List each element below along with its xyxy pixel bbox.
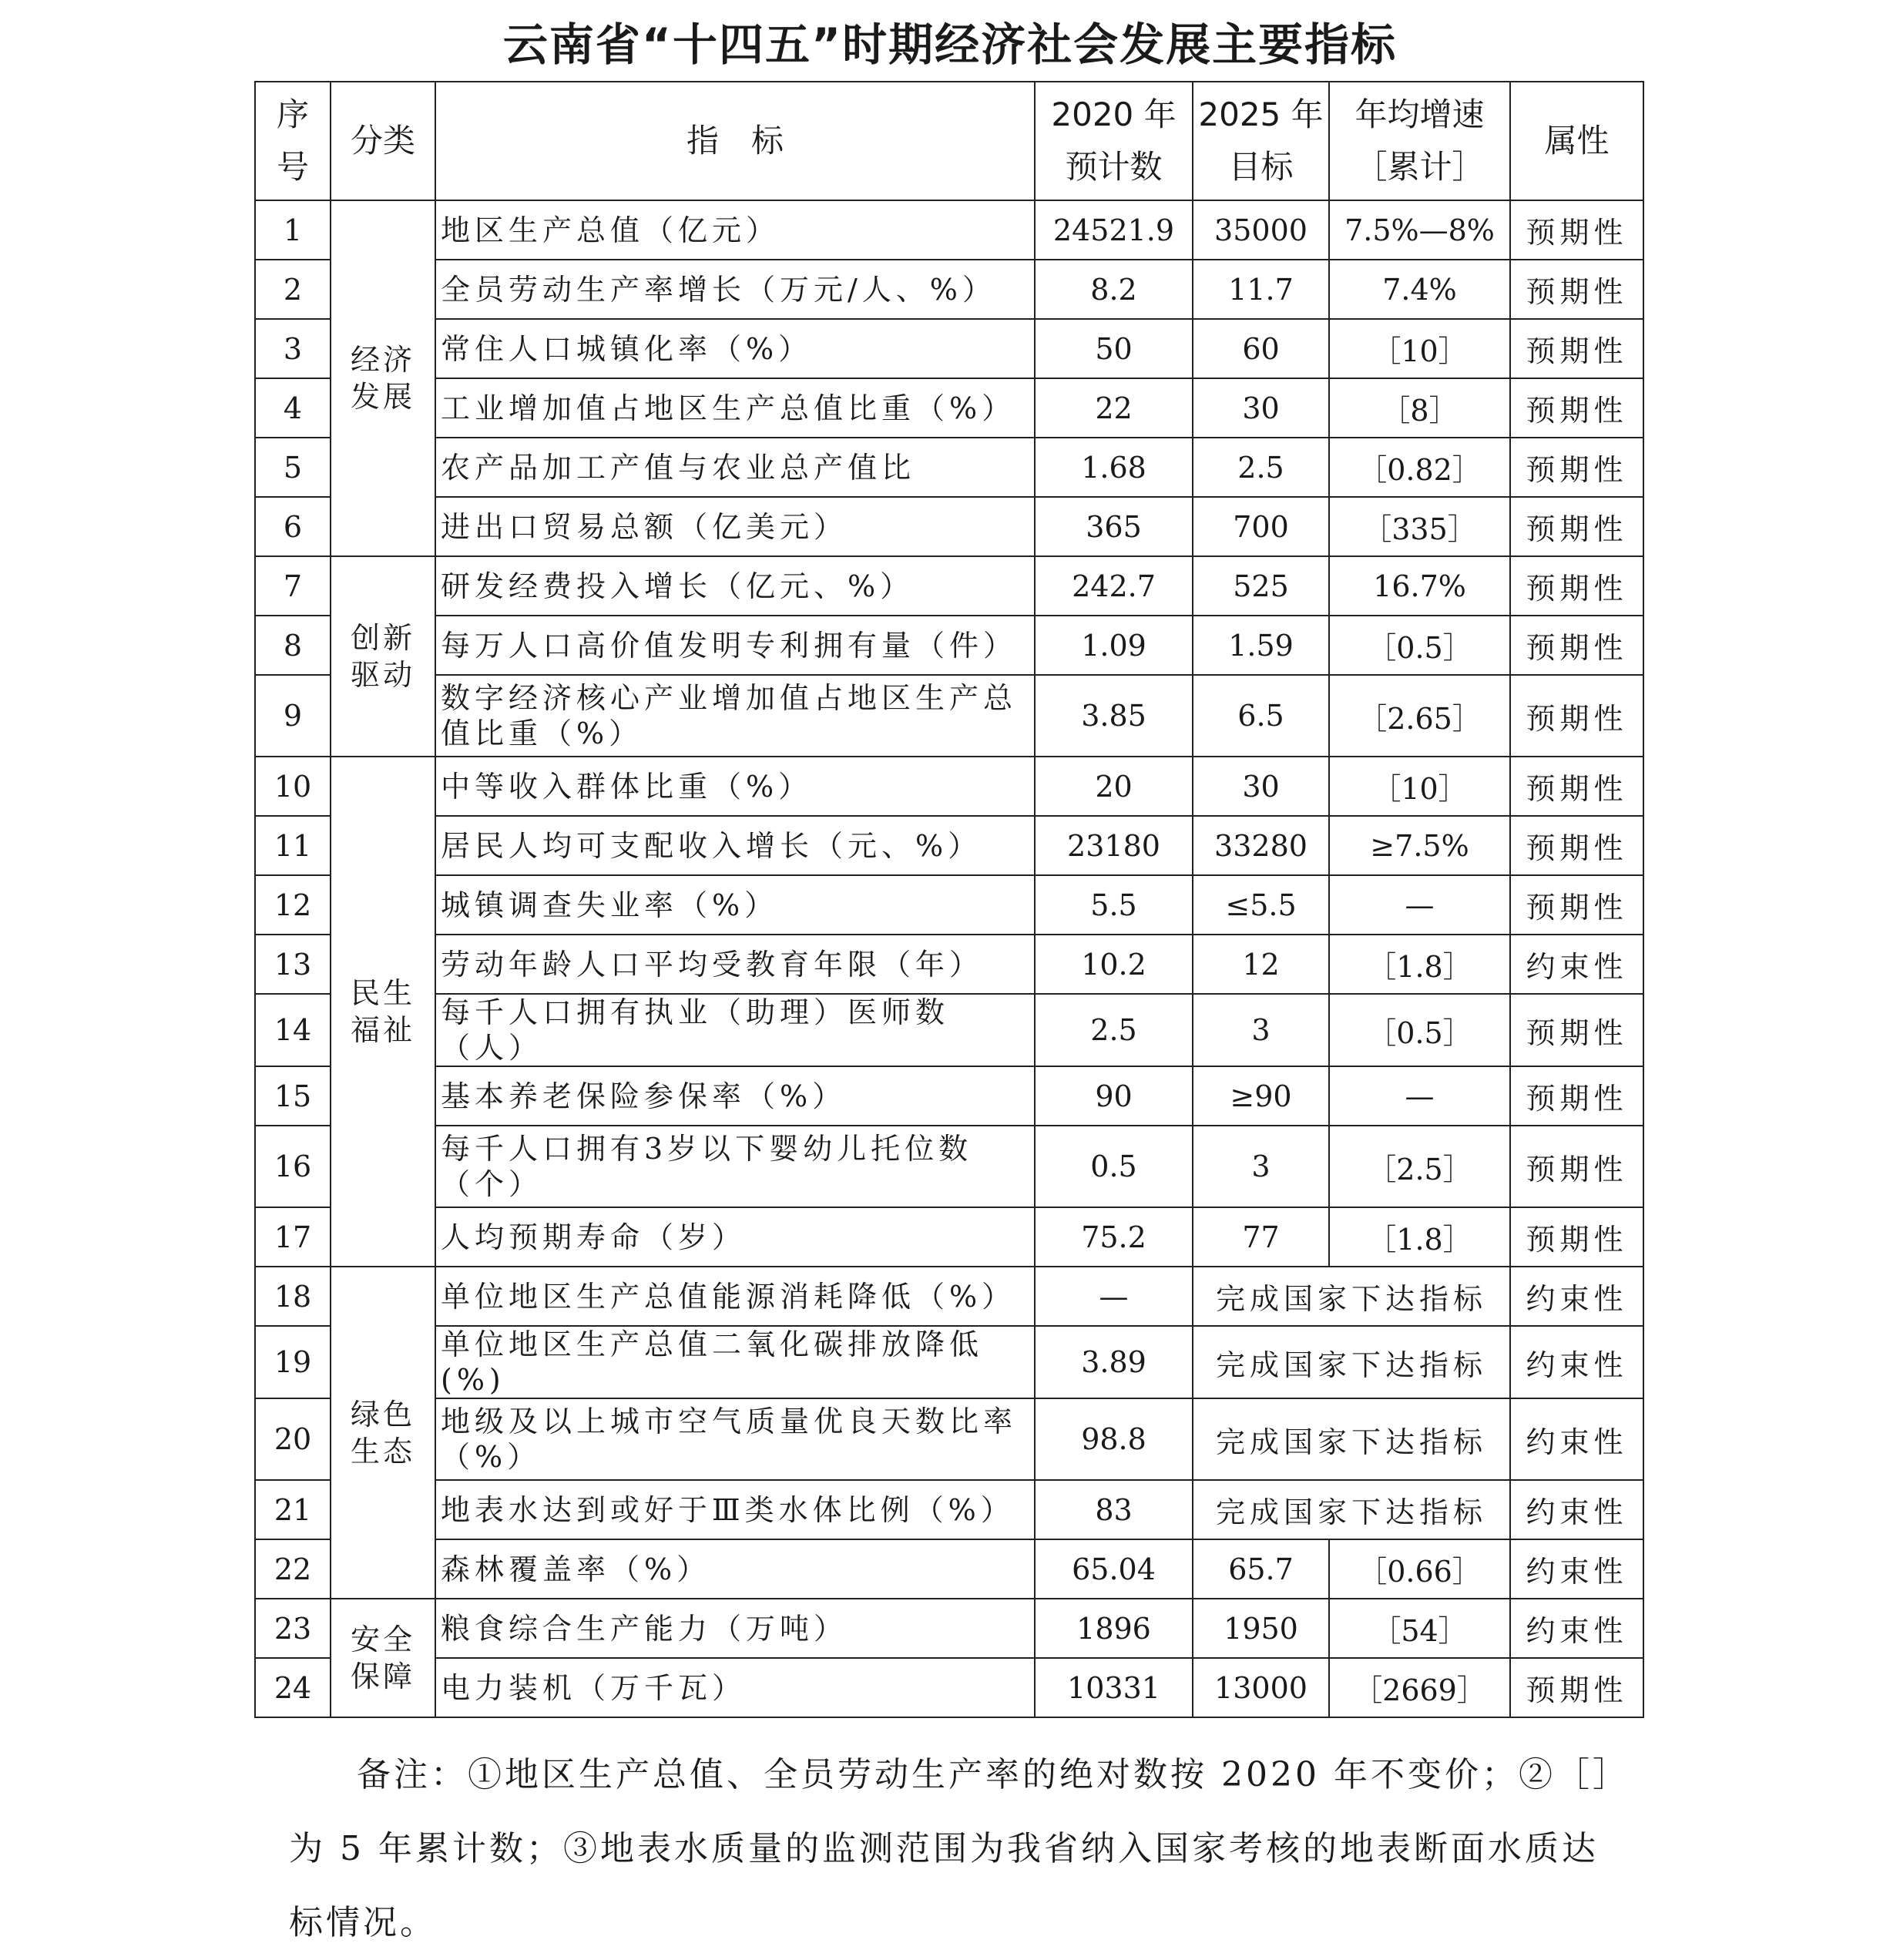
- value-2025: 2.5: [1193, 438, 1329, 497]
- value-2020: 5.5: [1035, 875, 1193, 935]
- table-row: [255, 616, 1643, 675]
- value-2025: 1950: [1193, 1599, 1329, 1658]
- table-row: [255, 1267, 1643, 1326]
- value-2025: 60: [1193, 319, 1329, 378]
- target-merged: 完成国家下达指标: [1193, 1267, 1510, 1326]
- value-2025: 3: [1193, 1126, 1329, 1207]
- row-number: 21: [255, 1480, 331, 1539]
- value-2020: 75.2: [1035, 1207, 1193, 1267]
- value-2020: 24521.9: [1035, 200, 1193, 260]
- value-2025: 30: [1193, 378, 1329, 438]
- table-row: [255, 1326, 1643, 1398]
- target-merged: 完成国家下达指标: [1193, 1480, 1510, 1539]
- row-number: 15: [255, 1066, 331, 1126]
- growth-rate: ［54］: [1329, 1599, 1510, 1658]
- table-row: [255, 1599, 1643, 1658]
- row-number: 7: [255, 556, 331, 616]
- row-number: 23: [255, 1599, 331, 1658]
- table-row: [255, 1126, 1643, 1207]
- indicator-name: 劳动年龄人口平均受教育年限（年）: [435, 935, 1035, 994]
- attribute: 预期性: [1510, 616, 1643, 675]
- value-2025: 13000: [1193, 1658, 1329, 1717]
- growth-rate: 7.4%: [1329, 260, 1510, 319]
- indicator-name: 居民人均可支配收入增长（元、%）: [435, 816, 1035, 875]
- page-title: 云南省“十四五”时期经济社会发展主要指标: [502, 18, 1398, 71]
- attribute: 约束性: [1510, 1599, 1643, 1658]
- value-2025: 3: [1193, 994, 1329, 1066]
- growth-rate: —: [1329, 1066, 1510, 1126]
- value-2020: 98.8: [1035, 1398, 1193, 1480]
- table-row: [255, 935, 1643, 994]
- row-number: 2: [255, 260, 331, 319]
- attribute: 预期性: [1510, 757, 1643, 816]
- indicators-table: [254, 81, 1644, 1718]
- table-row: [255, 1480, 1643, 1539]
- attribute: 预期性: [1510, 1658, 1643, 1717]
- value-2020: 23180: [1035, 816, 1193, 875]
- attribute: 预期性: [1510, 260, 1643, 319]
- growth-rate: —: [1329, 875, 1510, 935]
- growth-rate: ［10］: [1329, 757, 1510, 816]
- value-2020: 10331: [1035, 1658, 1193, 1717]
- attribute: 预期性: [1510, 497, 1643, 556]
- row-number: 5: [255, 438, 331, 497]
- row-number: 20: [255, 1398, 331, 1480]
- value-2025: ≤5.5: [1193, 875, 1329, 935]
- growth-rate: ［2.65］: [1329, 675, 1510, 757]
- table-row: [255, 319, 1643, 378]
- indicator-name: 单位地区生产总值二氧化碳排放降低(%): [435, 1326, 1035, 1398]
- indicator-name: 研发经费投入增长（亿元、%）: [435, 556, 1035, 616]
- table-row: [255, 675, 1643, 757]
- indicator-name: 森林覆盖率（%）: [435, 1539, 1035, 1599]
- category-cell: 民生 福祉: [331, 757, 435, 1267]
- table-row: [255, 1066, 1643, 1126]
- indicator-name: 工业增加值占地区生产总值比重（%）: [435, 378, 1035, 438]
- attribute: 预期性: [1510, 675, 1643, 757]
- footnote: 备注：①地区生产总值、全员劳动生产率的绝对数按 2020 年不变价；②［］为 5 年累计数；③地表水质量的监测范围为我省纳入国家考核的地表断面水质达标情况。: [289, 1755, 1630, 1942]
- value-2025: 700: [1193, 497, 1329, 556]
- value-2020: 1.09: [1035, 616, 1193, 675]
- category-cell: 绿色 生态: [331, 1267, 435, 1599]
- value-2020: 1896: [1035, 1599, 1193, 1658]
- category-cell: 安全 保障: [331, 1599, 435, 1717]
- attribute: 预期性: [1510, 438, 1643, 497]
- growth-rate: ［8］: [1329, 378, 1510, 438]
- table-row: [255, 875, 1643, 935]
- attribute: 约束性: [1510, 1267, 1643, 1326]
- table-row: [255, 994, 1643, 1066]
- value-2020: 8.2: [1035, 260, 1193, 319]
- table-row: [255, 497, 1643, 556]
- indicator-name: 进出口贸易总额（亿美元）: [435, 497, 1035, 556]
- indicator-name: 每千人口拥有3岁以下婴幼儿托位数（个）: [435, 1126, 1035, 1207]
- attribute: 预期性: [1510, 200, 1643, 260]
- row-number: 8: [255, 616, 331, 675]
- attribute: 预期性: [1510, 1066, 1643, 1126]
- growth-rate: ［10］: [1329, 319, 1510, 378]
- indicator-name: 全员劳动生产率增长（万元/人、%）: [435, 260, 1035, 319]
- attribute: 预期性: [1510, 556, 1643, 616]
- value-2020: 20: [1035, 757, 1193, 816]
- indicator-name: 地级及以上城市空气质量优良天数比率（%）: [435, 1398, 1035, 1480]
- target-merged: 完成国家下达指标: [1193, 1398, 1510, 1480]
- indicator-name: 每万人口高价值发明专利拥有量（件）: [435, 616, 1035, 675]
- row-number: 10: [255, 757, 331, 816]
- growth-rate: ［0.5］: [1329, 994, 1510, 1066]
- value-2020: 90: [1035, 1066, 1193, 1126]
- table-row: [255, 757, 1643, 816]
- table-row: [255, 200, 1643, 260]
- table-row: [255, 816, 1643, 875]
- header-indicator: 指 标: [435, 82, 1035, 200]
- value-2020: 50: [1035, 319, 1193, 378]
- value-2025: 12: [1193, 935, 1329, 994]
- header-category: 分类: [331, 82, 435, 200]
- growth-rate: 7.5%—8%: [1329, 200, 1510, 260]
- growth-rate: ［1.8］: [1329, 1207, 1510, 1267]
- table-row: [255, 1539, 1643, 1599]
- table-row: [255, 1207, 1643, 1267]
- indicator-name: 地表水达到或好于Ⅲ类水体比例（%）: [435, 1480, 1035, 1539]
- value-2025: 11.7: [1193, 260, 1329, 319]
- attribute: 预期性: [1510, 1207, 1643, 1267]
- header-seq: 序 号: [255, 82, 331, 200]
- attribute: 预期性: [1510, 875, 1643, 935]
- value-2025: 1.59: [1193, 616, 1329, 675]
- table-row: [255, 260, 1643, 319]
- indicator-name: 中等收入群体比重（%）: [435, 757, 1035, 816]
- attribute: 约束性: [1510, 1539, 1643, 1599]
- value-2020: 3.89: [1035, 1326, 1193, 1398]
- value-2025: 35000: [1193, 200, 1329, 260]
- category-cell: 创新 驱动: [331, 556, 435, 757]
- row-number: 9: [255, 675, 331, 757]
- row-number: 1: [255, 200, 331, 260]
- value-2020: 3.85: [1035, 675, 1193, 757]
- header-growth: 年均增速 ［累计］: [1329, 82, 1510, 200]
- row-number: 6: [255, 497, 331, 556]
- growth-rate: ［2.5］: [1329, 1126, 1510, 1207]
- indicator-name: 电力装机（万千瓦）: [435, 1658, 1035, 1717]
- attribute: 约束性: [1510, 1480, 1643, 1539]
- growth-rate: 16.7%: [1329, 556, 1510, 616]
- header-attribute: 属性: [1510, 82, 1643, 200]
- row-number: 16: [255, 1126, 331, 1207]
- growth-rate: ［0.5］: [1329, 616, 1510, 675]
- header-2020: 2020 年 预计数: [1035, 82, 1193, 200]
- value-2020: 83: [1035, 1480, 1193, 1539]
- attribute: 约束性: [1510, 1326, 1643, 1398]
- indicator-name: 每千人口拥有执业（助理）医师数（人）: [435, 994, 1035, 1066]
- indicator-name: 数字经济核心产业增加值占地区生产总值比重（%）: [435, 675, 1035, 757]
- growth-rate: ［335］: [1329, 497, 1510, 556]
- value-2020: 2.5: [1035, 994, 1193, 1066]
- value-2020: —: [1035, 1267, 1193, 1326]
- indicator-name: 城镇调查失业率（%）: [435, 875, 1035, 935]
- value-2020: 65.04: [1035, 1539, 1193, 1599]
- header-2025: 2025 年 目标: [1193, 82, 1329, 200]
- row-number: 11: [255, 816, 331, 875]
- attribute: 预期性: [1510, 816, 1643, 875]
- value-2020: 1.68: [1035, 438, 1193, 497]
- value-2020: 365: [1035, 497, 1193, 556]
- table-row: [255, 438, 1643, 497]
- row-number: 13: [255, 935, 331, 994]
- attribute: 预期性: [1510, 1126, 1643, 1207]
- row-number: 14: [255, 994, 331, 1066]
- row-number: 22: [255, 1539, 331, 1599]
- value-2025: 525: [1193, 556, 1329, 616]
- row-number: 18: [255, 1267, 331, 1326]
- value-2020: 0.5: [1035, 1126, 1193, 1207]
- table-row: [255, 556, 1643, 616]
- attribute: 预期性: [1510, 319, 1643, 378]
- value-2025: 6.5: [1193, 675, 1329, 757]
- table-header-row: [255, 82, 1643, 200]
- row-number: 4: [255, 378, 331, 438]
- value-2020: 242.7: [1035, 556, 1193, 616]
- indicator-name: 常住人口城镇化率（%）: [435, 319, 1035, 378]
- row-number: 24: [255, 1658, 331, 1717]
- attribute: 约束性: [1510, 1398, 1643, 1480]
- row-number: 3: [255, 319, 331, 378]
- table-row: [255, 1658, 1643, 1717]
- growth-rate: ［0.82］: [1329, 438, 1510, 497]
- indicator-name: 单位地区生产总值能源消耗降低（%）: [435, 1267, 1035, 1326]
- growth-rate: ［1.8］: [1329, 935, 1510, 994]
- value-2025: 77: [1193, 1207, 1329, 1267]
- attribute: 预期性: [1510, 994, 1643, 1066]
- value-2020: 10.2: [1035, 935, 1193, 994]
- table-row: [255, 1398, 1643, 1480]
- value-2025: ≥90: [1193, 1066, 1329, 1126]
- growth-rate: ≥7.5%: [1329, 816, 1510, 875]
- attribute: 约束性: [1510, 935, 1643, 994]
- row-number: 19: [255, 1326, 331, 1398]
- row-number: 17: [255, 1207, 331, 1267]
- value-2025: 65.7: [1193, 1539, 1329, 1599]
- attribute: 预期性: [1510, 378, 1643, 438]
- indicator-name: 粮食综合生产能力（万吨）: [435, 1599, 1035, 1658]
- target-merged: 完成国家下达指标: [1193, 1326, 1510, 1398]
- growth-rate: ［2669］: [1329, 1658, 1510, 1717]
- indicator-name: 人均预期寿命（岁）: [435, 1207, 1035, 1267]
- indicator-name: 农产品加工产值与农业总产值比: [435, 438, 1035, 497]
- table-row: [255, 378, 1643, 438]
- row-number: 12: [255, 875, 331, 935]
- value-2025: 30: [1193, 757, 1329, 816]
- value-2025: 33280: [1193, 816, 1329, 875]
- indicator-name: 地区生产总值（亿元）: [435, 200, 1035, 260]
- growth-rate: ［0.66］: [1329, 1539, 1510, 1599]
- category-cell: 经济 发展: [331, 200, 435, 556]
- indicator-name: 基本养老保险参保率（%）: [435, 1066, 1035, 1126]
- value-2020: 22: [1035, 378, 1193, 438]
